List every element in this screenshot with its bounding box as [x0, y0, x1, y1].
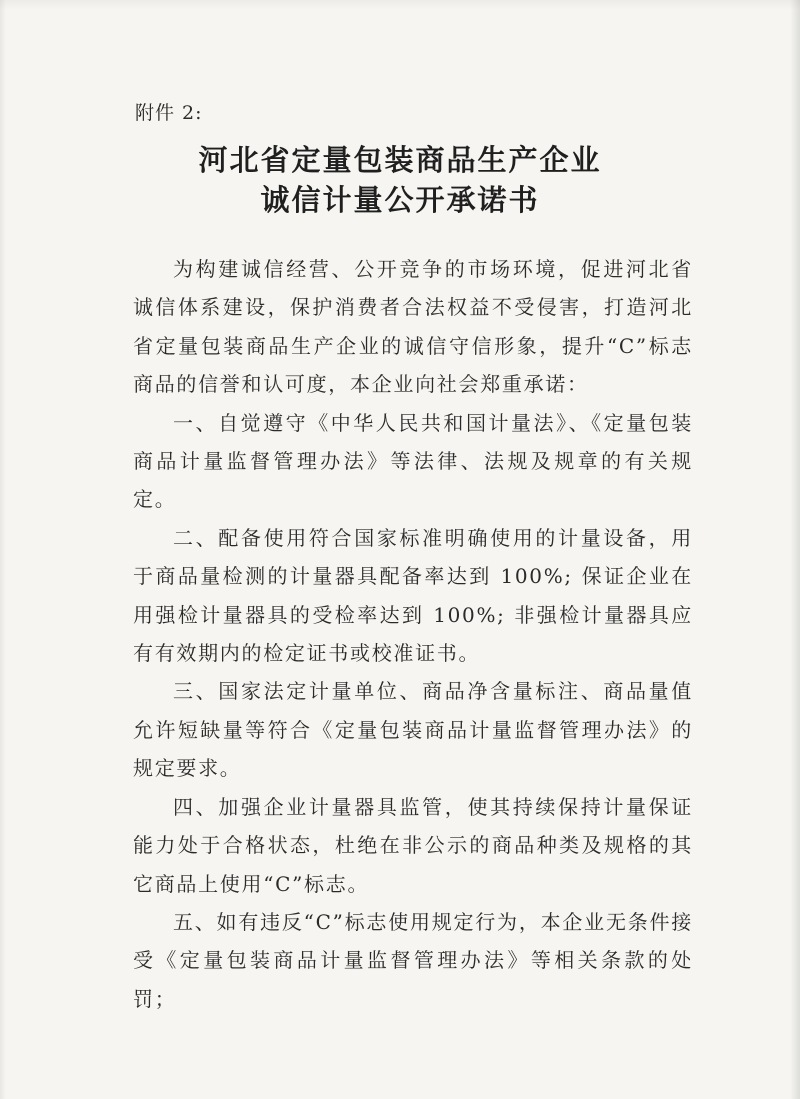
commitment-paragraph-5: 五、如有违反“C”标志使用规定行为，本企业无条件接受《定量包装商品计量监督管理办法》等相关条款的处罚；	[133, 909, 693, 1011]
intro-paragraph: 为构建诚信经营、公开竞争的市场环境，促进河北省诚信体系建设，保护消费者合法权益不受侵害，打造河北省定量包装商品生产企业的诚信守信形象，提升“C”标志商品的信誉和认可度，本企业向社会郑重承诺：	[133, 257, 693, 397]
commitment-paragraph-3: 三、国家法定计量单位、商品净含量标注、商品量值允许短缺量等符合《定量包装商品计量监督管理办法》的规定要求。	[133, 679, 693, 781]
commitment-paragraph-2: 二、配备使用符合国家标准明确使用的计量设备，用于商品量检测的计量器具配备率达到 100%; 保证企业在用强检计量器具的受检率达到 100%; 非强检计量器具应有有效期内的检定证书或校准证书。	[133, 525, 693, 666]
commitment-paragraph-4: 四、加强企业计量器具监管，使其持续保持计量保证能力处于合格状态，杜绝在非公示的商品种类及规格的其它商品上使用“C”标志。	[133, 794, 693, 896]
document-title-line-1: 河北省定量包装商品生产企业	[198, 143, 602, 177]
document-title-line-2: 诚信计量公开承诺书	[260, 183, 540, 217]
document-body	[133, 250, 693, 1018]
commitment-paragraph-1: 一、自觉遵守《中华人民共和国计量法》、《定量包装商品计量监督管理办法》等法律、法规及规章的有关规定。	[133, 410, 693, 512]
attachment-label: 附件 2:	[135, 102, 203, 124]
